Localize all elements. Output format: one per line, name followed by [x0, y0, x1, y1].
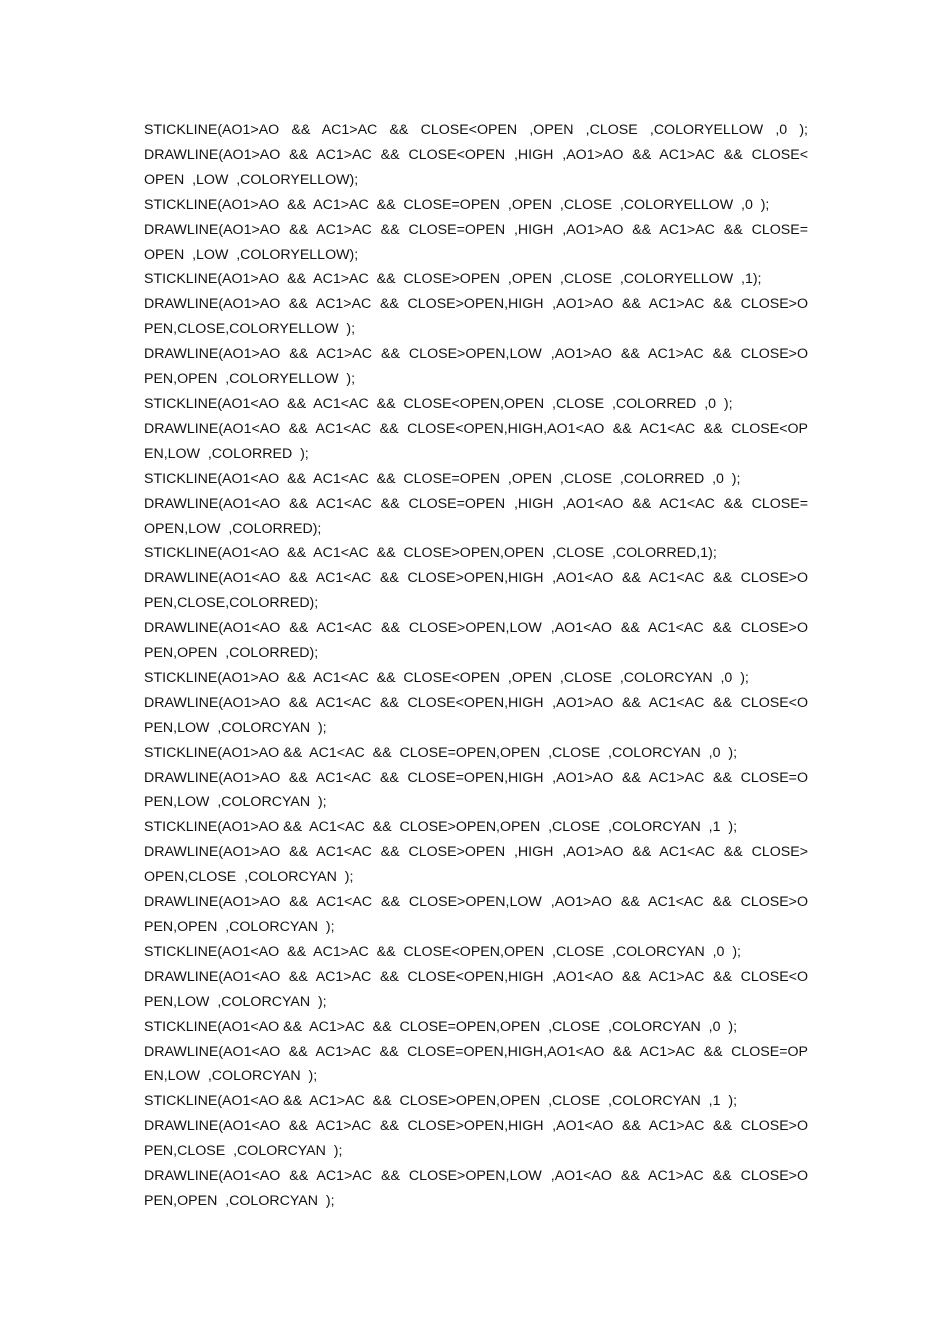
code-line: DRAWLINE(AO1<AO && AC1<AC && CLOSE>OPEN,LOW ,AO1<AO && AC1<AC && CLOSE>O [144, 620, 808, 637]
code-line: STICKLINE(AO1<AO && AC1<AC && CLOSE<OPEN,OPEN ,CLOSE ,COLORRED ,0 ); [144, 395, 733, 412]
code-line: OPEN,LOW ,COLORRED); [144, 520, 322, 537]
code-line: PEN,OPEN ,COLORYELLOW ); [144, 371, 356, 388]
code-line: DRAWLINE(AO1>AO && AC1<AC && CLOSE=OPEN,HIGH ,AO1>AO && AC1>AC && CLOSE=O [144, 769, 808, 786]
code-line: STICKLINE(AO1<AO && AC1<AC && CLOSE=OPEN ,OPEN ,CLOSE ,COLORRED ,0 ); [144, 470, 741, 487]
code-line: DRAWLINE(AO1>AO && AC1<AC && CLOSE>OPEN ,HIGH ,AO1>AO && AC1<AC && CLOSE> [144, 844, 808, 861]
code-line: PEN,LOW ,COLORCYAN ); [144, 993, 327, 1010]
code-line: STICKLINE(AO1>AO && AC1>AC && CLOSE=OPEN ,OPEN ,CLOSE ,COLORYELLOW ,0 ); [144, 196, 770, 213]
code-line: DRAWLINE(AO1<AO && AC1>AC && CLOSE>OPEN,LOW ,AO1<AO && AC1>AC && CLOSE>O [144, 1168, 808, 1185]
code-line: DRAWLINE(AO1>AO && AC1>AC && CLOSE>OPEN,LOW ,AO1>AO && AC1>AC && CLOSE>O [144, 346, 808, 363]
code-line: PEN,OPEN ,COLORCYAN ); [144, 1192, 335, 1209]
code-line: OPEN ,LOW ,COLORYELLOW); [144, 171, 359, 188]
code-line: STICKLINE(AO1<AO && AC1>AC && CLOSE=OPEN,OPEN ,CLOSE ,COLORCYAN ,0 ); [144, 1018, 738, 1035]
code-line: PEN,OPEN ,COLORRED); [144, 645, 319, 662]
code-line: DRAWLINE(AO1>AO && AC1<AC && CLOSE>OPEN,LOW ,AO1>AO && AC1<AC && CLOSE>O [144, 894, 808, 911]
code-line: EN,LOW ,COLORCYAN ); [144, 1068, 318, 1085]
document-body [144, 118, 808, 1214]
code-line: PEN,CLOSE ,COLORCYAN ); [144, 1143, 343, 1160]
code-line: PEN,CLOSE,COLORRED); [144, 595, 319, 612]
code-line: EN,LOW ,COLORRED ); [144, 445, 309, 462]
code-line: STICKLINE(AO1<AO && AC1>AC && CLOSE>OPEN,OPEN ,CLOSE ,COLORCYAN ,1 ); [144, 1093, 738, 1110]
code-line: STICKLINE(AO1>AO && AC1<AC && CLOSE=OPEN,OPEN ,CLOSE ,COLORCYAN ,0 ); [144, 744, 738, 761]
code-line: DRAWLINE(AO1<AO && AC1>AC && CLOSE=OPEN,HIGH,AO1<AO && AC1>AC && CLOSE=OP [144, 1043, 808, 1060]
code-line: STICKLINE(AO1>AO && AC1>AC && CLOSE>OPEN ,OPEN ,CLOSE ,COLORYELLOW ,1); [144, 271, 762, 288]
code-line: DRAWLINE(AO1>AO && AC1>AC && CLOSE>OPEN,HIGH ,AO1>AO && AC1>AC && CLOSE>O [144, 296, 808, 313]
code-line: STICKLINE(AO1<AO && AC1>AC && CLOSE<OPEN,OPEN ,CLOSE ,COLORCYAN ,0 ); [144, 943, 741, 960]
code-line: DRAWLINE(AO1>AO && AC1>AC && CLOSE=OPEN ,HIGH ,AO1>AO && AC1>AC && CLOSE= [144, 221, 808, 238]
code-line: DRAWLINE(AO1<AO && AC1>AC && CLOSE<OPEN,HIGH ,AO1<AO && AC1>AC && CLOSE<O [144, 968, 808, 985]
code-line: STICKLINE(AO1>AO && AC1<AC && CLOSE>OPEN,OPEN ,CLOSE ,COLORCYAN ,1 ); [144, 819, 738, 836]
code-line: PEN,LOW ,COLORCYAN ); [144, 794, 327, 811]
code-line: DRAWLINE(AO1<AO && AC1<AC && CLOSE=OPEN ,HIGH ,AO1<AO && AC1<AC && CLOSE= [144, 495, 808, 512]
code-line: DRAWLINE(AO1<AO && AC1<AC && CLOSE<OPEN,HIGH,AO1<AO && AC1<AC && CLOSE<OP [144, 420, 808, 437]
code-line: STICKLINE(AO1>AO && AC1<AC && CLOSE<OPEN ,OPEN ,CLOSE ,COLORCYAN ,0 ); [144, 669, 749, 686]
code-line: PEN,OPEN ,COLORCYAN ); [144, 919, 335, 935]
code-line: STICKLINE(AO1<AO && AC1<AC && CLOSE>OPEN,OPEN ,CLOSE ,COLORRED,1); [144, 545, 717, 562]
code-line: DRAWLINE(AO1<AO && AC1<AC && CLOSE>OPEN,HIGH ,AO1<AO && AC1<AC && CLOSE>O [144, 570, 808, 587]
code-line: PEN,CLOSE,COLORYELLOW ); [144, 321, 356, 338]
code-line: DRAWLINE(AO1>AO && AC1>AC && CLOSE<OPEN ,HIGH ,AO1>AO && AC1>AC && CLOSE< [144, 146, 808, 163]
code-line: DRAWLINE(AO1>AO && AC1<AC && CLOSE<OPEN,HIGH ,AO1>AO && AC1<AC && CLOSE<O [144, 694, 808, 711]
code-line: PEN,LOW ,COLORCYAN ); [144, 719, 327, 736]
code-line: OPEN,CLOSE ,COLORCYAN ); [144, 869, 354, 886]
code-line: STICKLINE(AO1>AO && AC1>AC && CLOSE<OPEN ,OPEN ,CLOSE ,COLORYELLOW ,0 ); [144, 122, 808, 138]
code-line: DRAWLINE(AO1<AO && AC1>AC && CLOSE>OPEN,HIGH ,AO1<AO && AC1>AC && CLOSE>O [144, 1118, 808, 1135]
code-line: OPEN ,LOW ,COLORYELLOW); [144, 246, 359, 263]
